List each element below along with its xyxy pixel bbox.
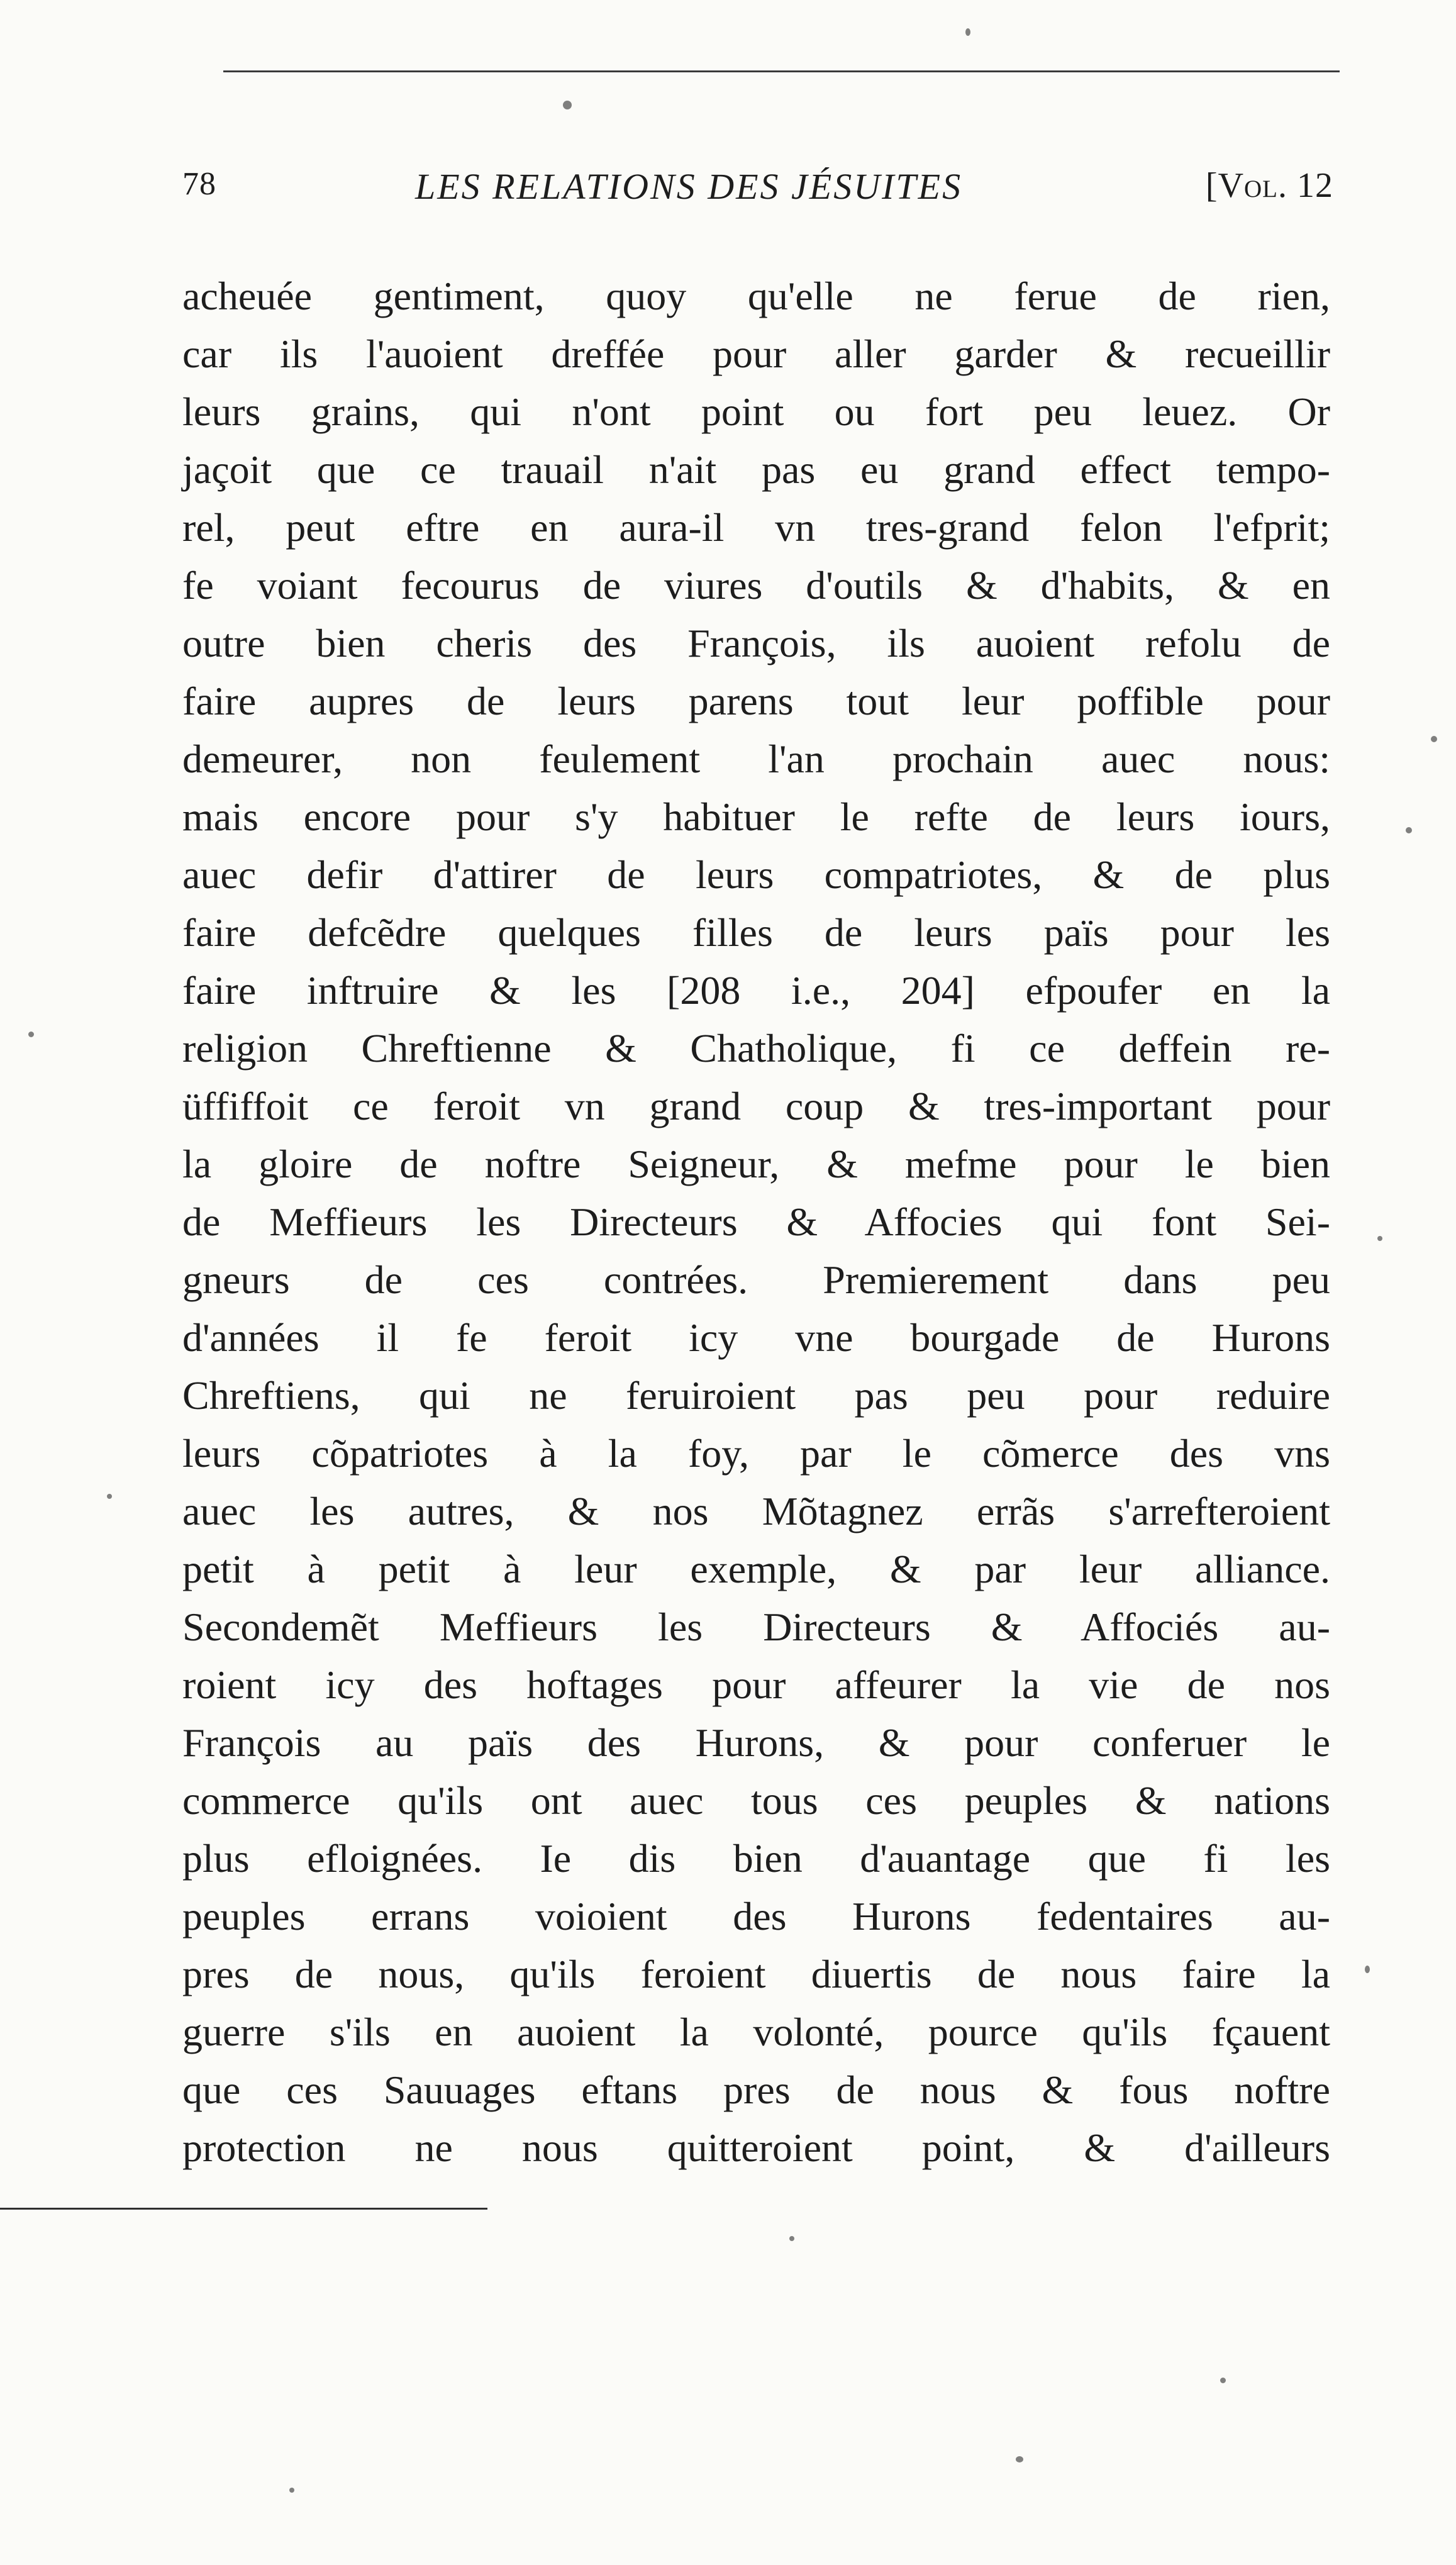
scan-speck — [1016, 2456, 1023, 2462]
text-line: faire aupres de leurs parens tout leur poffible pour — [182, 679, 1330, 723]
text-line: gneurs de ces contrées. Premierement dans peu — [182, 1257, 1330, 1302]
text-line: outre bien cheris des François, ils auoient refolu de — [182, 621, 1330, 665]
text-line: plus efloignées. Ie dis bien d'auantage que fi les — [182, 1836, 1330, 1881]
volume-marker: [Vol. 12 — [1205, 166, 1333, 205]
scan-speck — [1406, 827, 1412, 833]
text-line: guerre s'ils en auoient la volonté, pource qu'ils fçauent — [182, 2010, 1330, 2054]
scan-speck — [28, 1032, 34, 1037]
text-line: peuples errans voioient des Hurons fedentaires au- — [182, 1894, 1330, 1939]
text-line: la gloire de noftre Seigneur, & mefme pour le bien — [182, 1142, 1330, 1186]
scan-speck — [1365, 1966, 1370, 1973]
text-line: leurs grains, qui n'ont point ou fort peu leuez. Or — [182, 389, 1330, 434]
scan-speck — [563, 101, 572, 109]
text-line: auec les autres, & nos Mõtagnez errãs s'arrefteroient — [182, 1489, 1330, 1533]
scan-speck — [789, 2236, 794, 2241]
text-line: acheuée gentiment, quoy qu'elle ne ferue de rien, — [182, 274, 1330, 318]
running-title: LES RELATIONS DES JÉSUITES — [415, 166, 963, 207]
scan-speck — [107, 1494, 112, 1499]
body-text — [182, 267, 1330, 2177]
text-line: d'années il fe feroit icy vne bourgade de Hurons — [182, 1315, 1330, 1360]
text-line: faire defcẽdre quelques filles de leurs païs pour les — [182, 910, 1330, 955]
text-line: roient icy des hoftages pour affeurer la vie de nos — [182, 1662, 1330, 1707]
text-line: Chreftiens, qui ne feruiroient pas peu pour reduire — [182, 1373, 1330, 1418]
bottom-rule — [0, 2208, 487, 2210]
text-line: üffiffoit ce feroit vn grand coup & tres-important pour — [182, 1084, 1330, 1128]
text-line: fe voiant fecourus de viures d'outils & d'habits, & en — [182, 563, 1330, 608]
text-line: religion Chreftienne & Chatholique, fi ce deffein re- — [182, 1026, 1330, 1071]
text-line: protection ne nous quitteroient point, & d'ailleurs — [182, 2125, 1330, 2170]
text-line: leurs cõpatriotes à la foy, par le cõmerce des vns — [182, 1431, 1330, 1476]
text-line: jaçoit que ce trauail n'ait pas eu grand effect tempo- — [182, 447, 1330, 492]
text-line: François au païs des Hurons, & pour conferuer le — [182, 1720, 1330, 1765]
text-line: mais encore pour s'y habituer le refte de leurs iours, — [182, 794, 1330, 839]
page-number: 78 — [182, 166, 216, 202]
scan-speck — [1377, 1236, 1382, 1241]
text-line: rel, peut eftre en aura-il vn tres-grand felon l'efprit; — [182, 505, 1330, 550]
text-line: pres de nous, qu'ils feroient diuertis de nous faire la — [182, 1952, 1330, 1996]
text-line: faire inftruire & les [208 i.e., 204] efpoufer en la — [182, 968, 1330, 1013]
text-line: demeurer, non feulement l'an prochain auec nous: — [182, 737, 1330, 781]
text-line: auec defir d'attirer de leurs compatriotes, & de plus — [182, 852, 1330, 897]
text-line: de Meffieurs les Directeurs & Affocies qui font Sei- — [182, 1199, 1330, 1244]
text-line: que ces Sauuages eftans pres de nous & fous noftre — [182, 2067, 1330, 2112]
page-header — [176, 160, 1333, 217]
scan-speck — [965, 28, 970, 36]
text-line: commerce qu'ils ont auec tous ces peuples & nations — [182, 1778, 1330, 1823]
header-rule — [223, 70, 1340, 72]
text-line: Secondemẽt Meffieurs les Directeurs & Affociés au- — [182, 1605, 1330, 1649]
text-line: petit à petit à leur exemple, & par leur alliance. — [182, 1547, 1330, 1591]
text-line: car ils l'auoient dreffée pour aller garder & recueillir — [182, 331, 1330, 376]
scan-speck — [289, 2488, 294, 2493]
scan-speck — [1431, 736, 1437, 742]
scan-speck — [1220, 2378, 1226, 2383]
